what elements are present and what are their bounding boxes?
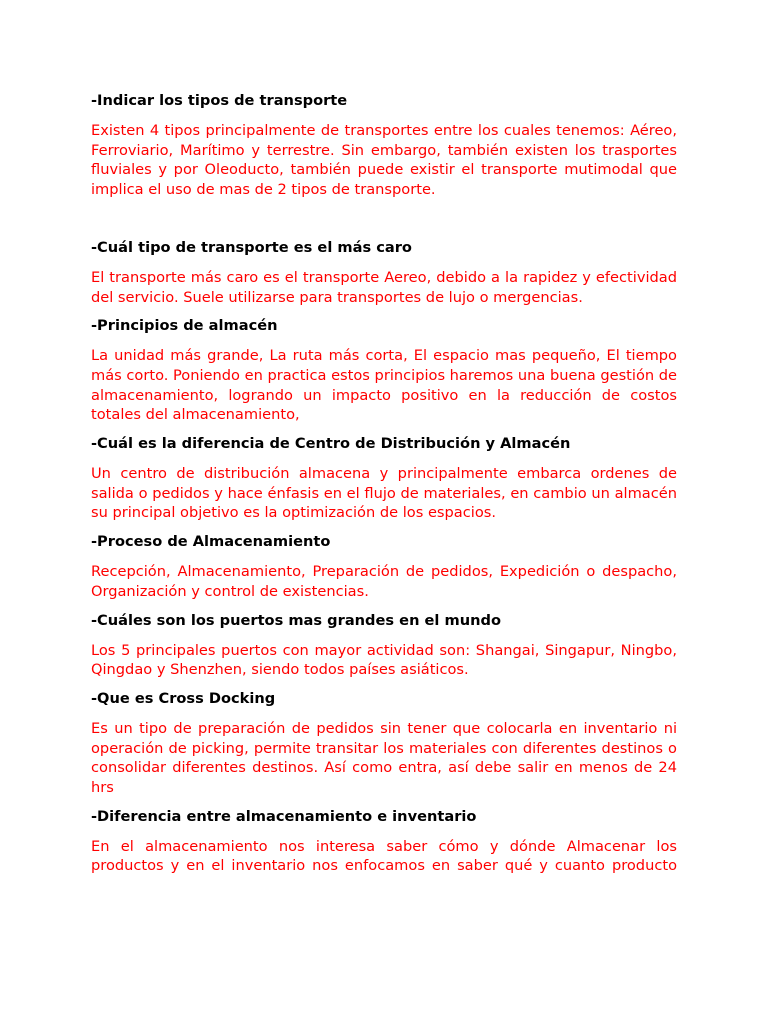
section-answer-warehouse-principles: La unidad más grande, La ruta más corta, El espacio mas pequeño, El tiempo más corto. Poniendo en practica estos principios haremos una buena gestión de almacenamiento, logrando un impacto positivo en la reducción de costos totales del almacenamiento, [91,347,678,424]
section-answer-largest-ports: Los 5 principales puertos con mayor actividad son: Shangai, Singapur, Ningbo, Qingdao y Shenzhen, siendo todos países asiáticos. [91,641,677,679]
section-answer-storage-vs-inventory: En el almacenamiento nos interesa saber cómo y dónde Almacenar los productos y en el inventario nos enfocamos en saber qué y cuanto producto [91,837,677,875]
section-spacer [91,209,677,238]
section-heading-most-expensive-transport: -Cuál tipo de transporte es el más caro [91,238,412,256]
section-heading-warehouse-principles: -Principios de almacén [91,317,278,335]
section-answer-most-expensive-transport: El transporte más caro es el transporte Aereo, debido a la rapidez y efectividad del servicio. Suele utilizarse para transportes de lujo o mergencias. [91,268,677,306]
section-answer-transport-types: Existen 4 tipos principalmente de transportes entre los cuales tenemos: Aéreo, Ferroviario, Marítimo y terrestre. Sin embargo, también existen los trasportes fluviales y por Oleoducto, también puede existir el transporte mutimodal que implica el uso de mas de 2 tipos de transporte. [91,122,677,199]
section-heading-storage-vs-inventory: -Diferencia entre almacenamiento e inventario [91,807,477,825]
section-answer-distribution-vs-warehouse: Un centro de distribución almacena y principalmente embarca ordenes de salida o pedidos y hace énfasis en el flujo de materiales, en cambio un almacén su principal objetivo es la optimización de los espacios. [91,465,677,522]
section-answer-storage-process: Recepción, Almacenamiento, Preparación de pedidos, Expedición o despacho, Organización y control de existencias. [91,563,677,600]
section-answer-cross-docking: Es un tipo de preparación de pedidos sin tener que colocarla en inventario ni operación de picking, permite transitar los materiales con diferentes destinos o consolidar diferentes destinos. Así como entra, así debe salir en menos de 24 hrs [91,719,677,797]
section-heading-cross-docking: -Que es Cross Docking [91,689,276,707]
section-heading-storage-process: -Proceso de Almacenamiento [91,533,331,551]
section-heading-transport-types: -Indicar los tipos de transporte [91,92,348,109]
section-heading-distribution-vs-warehouse: -Cuál es la diferencia de Centro de Distribución y Almacén [91,435,571,453]
document-page [91,91,677,885]
section-heading-largest-ports: -Cuáles son los puertos mas grandes en el mundo [91,611,501,629]
